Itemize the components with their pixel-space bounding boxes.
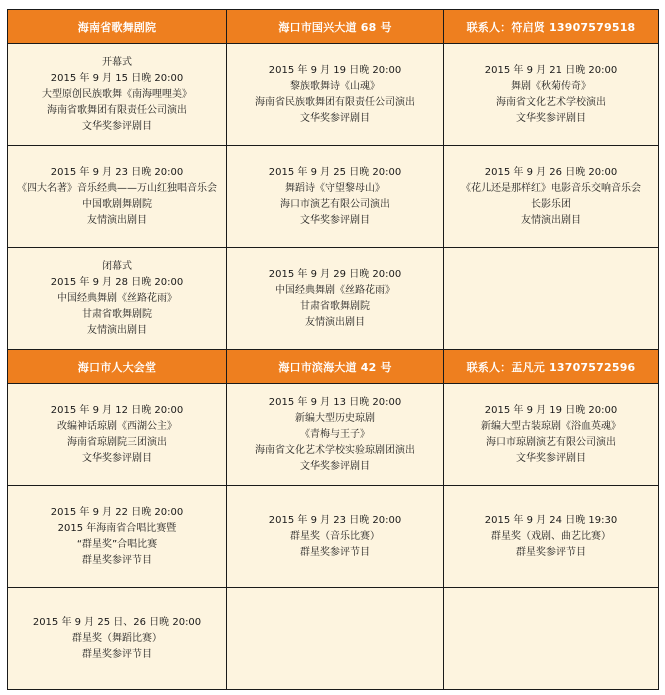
performance-line: 群星奖（音乐比赛）	[290, 530, 380, 542]
schedule-row	[8, 248, 659, 350]
performance-line: 闭幕式	[102, 260, 132, 272]
performance-cell	[8, 486, 227, 588]
performance-cell	[8, 248, 227, 350]
performance-line: 文华奖参评剧目	[300, 112, 370, 124]
performance-line: 2015 年 9 月 29 日晚 20:00	[268, 268, 402, 280]
performance-line: 群星奖参评节目	[516, 546, 586, 558]
schedule-container	[7, 9, 658, 690]
performance-line: 群星奖参评节目	[300, 546, 370, 558]
schedule-row	[8, 588, 659, 690]
performance-line: 海南省文化艺术学校演出	[496, 96, 606, 108]
performance-cell	[227, 44, 444, 146]
performance-line: 海南省琼剧院三团演出	[67, 436, 167, 448]
performance-line: 《四大名著》音乐经典——万山红独唱音乐会	[17, 182, 217, 194]
performance-line: 2015 年 9 月 19 日晚 20:00	[484, 404, 618, 416]
performance-line: 海南省民族歌舞团有限责任公司演出	[255, 96, 415, 108]
performance-line: 友情演出剧目	[521, 214, 581, 226]
performance-line: 群星奖（舞蹈比赛）	[72, 632, 162, 644]
venue-contact: 联系人：盂凡元 13707572596	[444, 350, 659, 384]
performance-line: 改编神话琼剧《西湖公主》	[57, 420, 177, 432]
performance-line: 新编大型古装琼剧《浴血英魂》	[481, 420, 621, 432]
venue-address: 海口市滨海大道 42 号	[227, 350, 444, 384]
schedule-row	[8, 44, 659, 146]
venue-header-row	[8, 350, 659, 384]
performance-line: 群星奖（戏剧、曲艺比赛）	[491, 530, 611, 542]
performance-line: 海南省歌舞团有限责任公司演出	[47, 104, 187, 116]
venue-header-row	[8, 10, 659, 44]
performance-line: 甘肃省歌舞剧院	[82, 308, 152, 320]
performance-line: 《青梅与王子》	[300, 428, 370, 440]
performance-line: 群星奖参评节目	[82, 554, 152, 566]
performance-line: 中国歌剧舞剧院	[82, 198, 152, 210]
schedule-row	[8, 384, 659, 486]
performance-cell	[8, 384, 227, 486]
performance-line: 2015 年 9 月 25 日、26 日晚 20:00	[32, 616, 202, 628]
performance-line: “群星奖”合唱比赛	[76, 538, 158, 550]
performance-cell	[444, 146, 659, 248]
performance-cell	[8, 44, 227, 146]
performance-line: 2015 年 9 月 23 日晚 20:00	[50, 166, 184, 178]
performance-cell	[227, 146, 444, 248]
performance-cell	[8, 588, 227, 690]
performance-cell	[444, 486, 659, 588]
performance-cell	[227, 248, 444, 350]
performance-line: 友情演出剧目	[87, 214, 147, 226]
performance-line: 中国经典舞剧《丝路花雨》	[275, 284, 395, 296]
performance-line: 文华奖参评剧目	[300, 460, 370, 472]
performance-line: 2015 年 9 月 13 日晚 20:00	[268, 396, 402, 408]
performance-line: 文华奖参评剧目	[516, 112, 586, 124]
performance-cell	[444, 44, 659, 146]
performance-cell	[227, 384, 444, 486]
performance-cell	[444, 384, 659, 486]
performance-line: 文华奖参评剧目	[82, 452, 152, 464]
performance-line: 长影乐团	[531, 198, 571, 210]
performance-line: 海口市演艺有限公司演出	[280, 198, 390, 210]
venue-name: 海口市人大会堂	[8, 350, 227, 384]
performance-cell	[227, 486, 444, 588]
performance-line: 甘肃省歌舞剧院	[300, 300, 370, 312]
performance-line: 2015 年 9 月 25 日晚 20:00	[268, 166, 402, 178]
empty-cell	[227, 588, 444, 690]
performance-line: 海南省文化艺术学校实验琼剧团演出	[255, 444, 415, 456]
performance-line: 黎族歌舞诗《山魂》	[290, 80, 380, 92]
performance-line: 2015 年 9 月 23 日晚 20:00	[268, 514, 402, 526]
performance-line: 文华奖参评剧目	[516, 452, 586, 464]
venue-address: 海口市国兴大道 68 号	[227, 10, 444, 44]
performance-line: 海口市琼剧演艺有限公司演出	[486, 436, 616, 448]
performance-line: 2015 年 9 月 21 日晚 20:00	[484, 64, 618, 76]
performance-line: 大型原创民族歌舞《南海哩哩美》	[42, 88, 192, 100]
performance-cell	[8, 146, 227, 248]
venue-contact: 联系人：符启贤 13907579518	[444, 10, 659, 44]
performance-line: 2015 年 9 月 28 日晚 20:00	[50, 276, 184, 288]
performance-line: 2015 年 9 月 12 日晚 20:00	[50, 404, 184, 416]
performance-line: 《花儿还是那样红》电影音乐交响音乐会	[461, 182, 641, 194]
performance-line: 2015 年 9 月 24 日晚 19:30	[484, 514, 618, 526]
performance-line: 文华奖参评剧目	[300, 214, 370, 226]
performance-line: 新编大型历史琼剧	[295, 412, 375, 424]
performance-line: 友情演出剧目	[305, 316, 365, 328]
empty-cell	[444, 248, 659, 350]
performance-line: 开幕式	[102, 56, 132, 68]
performance-line: 舞蹈诗《守望黎母山》	[285, 182, 385, 194]
performance-line: 2015 年 9 月 22 日晚 20:00	[50, 506, 184, 518]
performance-line: 2015 年 9 月 15 日晚 20:00	[50, 72, 184, 84]
schedule-row	[8, 486, 659, 588]
performance-line: 2015 年 9 月 26 日晚 20:00	[484, 166, 618, 178]
schedule-row	[8, 146, 659, 248]
performance-schedule-table	[7, 9, 659, 690]
performance-line: 舞剧《秋菊传奇》	[511, 80, 591, 92]
performance-line: 2015 年海南省合唱比赛暨	[57, 522, 177, 534]
performance-line: 2015 年 9 月 19 日晚 20:00	[268, 64, 402, 76]
performance-line: 友情演出剧目	[87, 324, 147, 336]
performance-line: 中国经典舞剧《丝路花雨》	[57, 292, 177, 304]
venue-name: 海南省歌舞剧院	[8, 10, 227, 44]
performance-line: 群星奖参评节目	[82, 648, 152, 660]
performance-line: 文华奖参评剧目	[82, 120, 152, 132]
empty-cell	[444, 588, 659, 690]
